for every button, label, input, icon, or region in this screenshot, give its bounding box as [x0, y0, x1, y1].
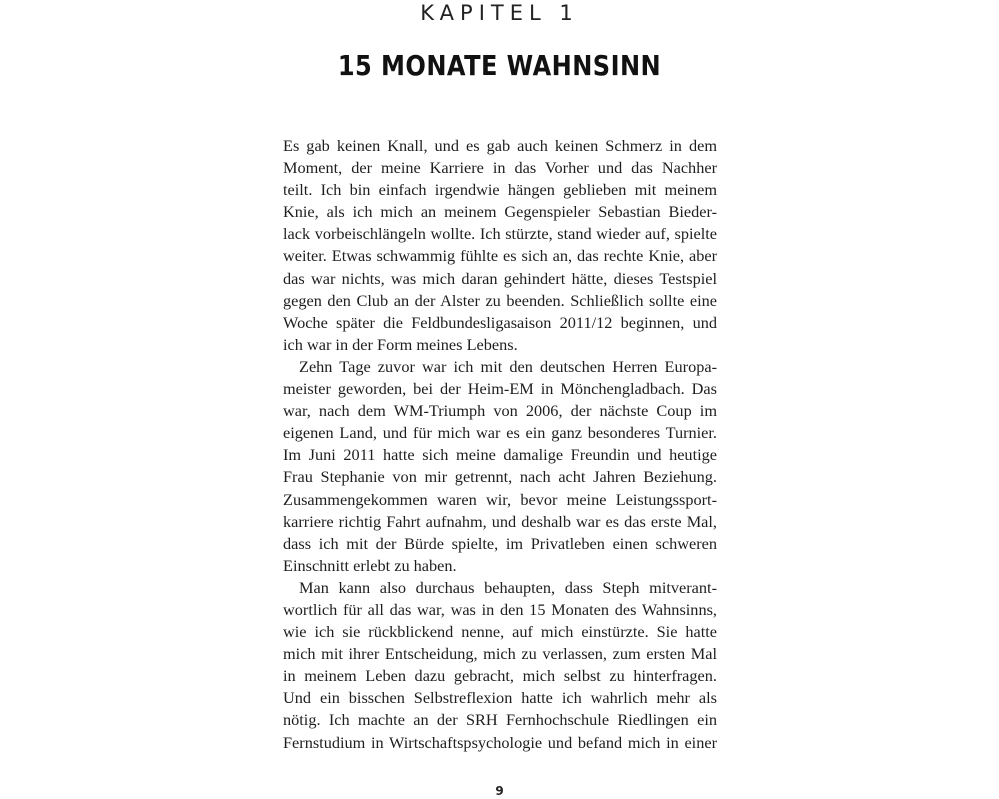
text-line: karriere richtig Fahrt aufnahm, und deshalb war es das erste Mal, — [283, 511, 717, 531]
text-line: eigenen Land, und für mich war es ein ganz besonderes Turnier. — [283, 423, 717, 443]
text-line: lack vorbeischlängeln wollte. Ich stürzte, stand wieder auf, spielte — [283, 224, 717, 244]
text-line: Es gab keinen Knall, und es gab auch keinen Schmerz in dem — [283, 136, 717, 155]
text-line: wie ich sie rückblickend nenne, auf mich einstürzte. Sie hatte — [283, 622, 717, 642]
text-line: war, nach dem WM-Triumph von 2006, der nächste Coup im — [283, 401, 717, 421]
body-text — [283, 135, 717, 754]
text-line: Moment, der meine Karriere in das Vorher und das Nachher — [283, 158, 717, 178]
text-line: Frau Stephanie von mir getrennt, nach acht Jahren Beziehung. — [283, 467, 717, 487]
text-line: nötig. Ich machte an der SRH Fernhochschule Riedlingen ein — [283, 710, 717, 730]
text-line: gegen den Club an der Alster zu beenden. Schließlich sollte eine — [283, 290, 717, 310]
paragraph — [283, 356, 717, 577]
text-line: weiter. Etwas schwammig fühlte es sich an, das rechte Knie, aber — [283, 246, 717, 266]
text-line: ich war in der Form meines Lebens. — [283, 334, 518, 354]
text-line: das war nichts, was mich daran gehindert hätte, dieses Testspiel — [283, 268, 717, 288]
text-line: Und ein bisschen Selbstreflexion hatte ich wahrlich mehr als — [283, 688, 717, 708]
text-line: mich mit ihrer Entscheidung, mich zu verlassen, zum ersten Mal — [283, 644, 717, 664]
chapter-label: KAPITEL 1 — [420, 1, 579, 25]
text-line: Man kann also durchaus behaupten, dass Steph mitverant- — [299, 577, 717, 597]
text-line: meister geworden, bei der Heim-EM in Mönchengladbach. Das — [283, 379, 717, 399]
text-line: teilt. Ich bin einfach irgendwie hängen geblieben mit meinem — [283, 180, 717, 200]
text-line: dass ich mit der Bürde spielte, im Privatleben einen schweren — [283, 533, 717, 553]
text-line: Fernstudium in Wirtschaftspsychologie und befand mich in einer — [283, 732, 717, 752]
text-line: Einschnitt erlebt zu haben. — [283, 555, 457, 575]
text-line: Woche später die Feldbundesligasaison 2011/12 beginnen, und — [283, 312, 717, 332]
page-number: 9 — [495, 784, 504, 798]
paragraph — [283, 577, 717, 754]
text-line: wortlich für all das war, was in den 15 Monaten des Wahnsinns, — [283, 599, 717, 619]
paragraph — [283, 135, 717, 356]
chapter-title: 15 MONATE WAHNSINN — [337, 49, 662, 82]
text-line: in meinem Leben dazu gebracht, mich selbst zu hinterfragen. — [283, 666, 717, 686]
text-line: Zehn Tage zuvor war ich mit den deutschen Herren Europa- — [299, 356, 717, 376]
text-line: Im Juni 2011 hatte sich meine damalige Freundin und heutige — [283, 445, 717, 465]
text-line: Knie, als ich mich an meinem Gegenspieler Sebastian Bieder- — [283, 202, 717, 222]
text-line: Zusammengekommen waren wir, bevor meine Leistungssport- — [283, 489, 717, 509]
